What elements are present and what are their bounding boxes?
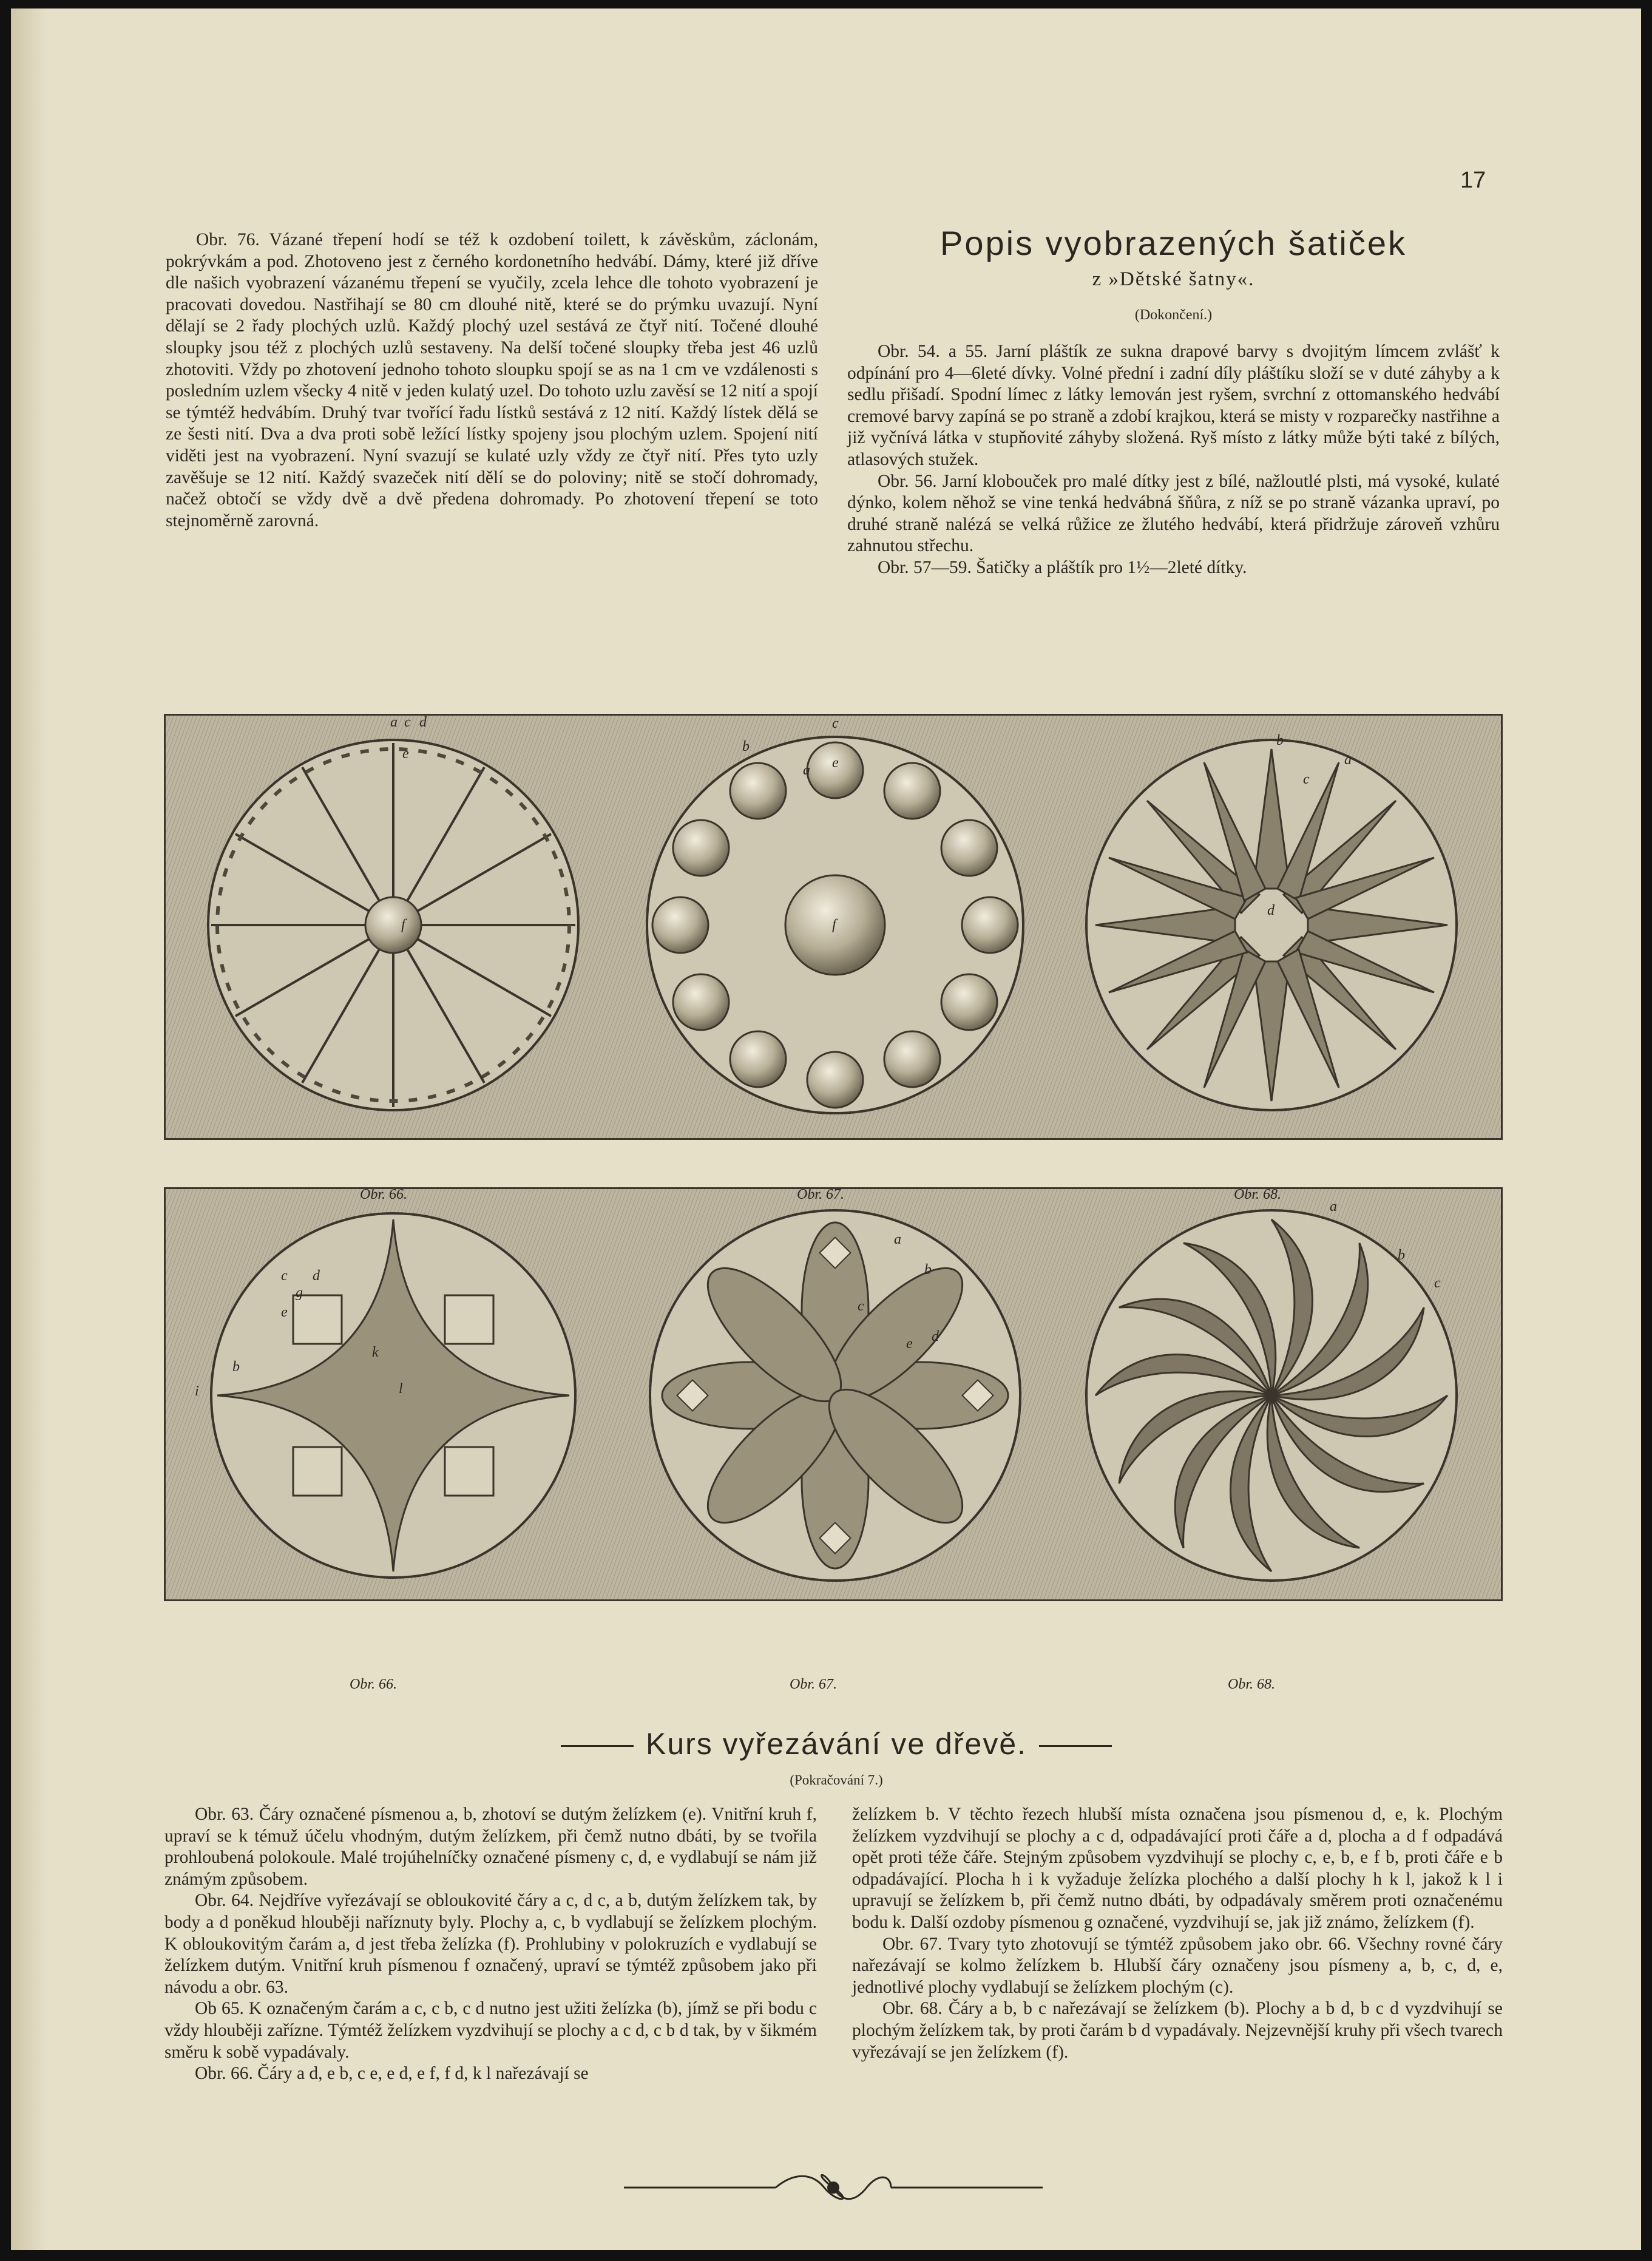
label: Obr. 68. <box>1234 1189 1282 1202</box>
paragraph: Obr. 67. Tvary tyto zhotovují se týmtéž způsobem jako obr. 66. Všechny rovné čáry nařezávají se kolmo želízkem b. Hlubší čáry označeny jsou písmeny a, b, c, d, e, jednotlivé plochy vydlabují se želízkem plochým (c). <box>852 1934 1503 1997</box>
label: c <box>858 1298 864 1314</box>
carving-illustration-top <box>166 716 1501 1138</box>
label: k <box>372 1344 379 1360</box>
paragraph: Obr. 64. Nejdříve vyřezávají se obloukovité čáry a c, d c, a b, dutým želízkem tak, by body a d poněkud hlouběji naříznuty byly. Plochy a, c, b vydlabují se želízkem plochým. K obloukovitým čarám a, d jest třeba želízka (f). Prohlubiny v polokruzích e vydlabují se želízkem dutým. Vnitřní kruh písmenou f označený, upraví se týmtéž způsobem jako při návodu a obr. 63. <box>164 1891 817 1997</box>
rosette-obr-67 <box>650 1210 1020 1581</box>
paragraph: Obr. 56. Jarní klobouček pro malé dítky jest z bílé, nažloutlé plsti, má vysoké, kulaté dýnko, kolem něhož se vine tenká hedvábná šňůra, z níž se po straně vázanka upraví, po druhé straně nalézá se velká růžice ze žlutého hedvábí, která přidržuje zároveň vzhůru zahnutou střechu. <box>847 471 1500 556</box>
label: e <box>832 755 839 771</box>
paragraph: Obr. 57—59. Šatičky a pláštík pro 1½—2leté dítky. <box>878 557 1247 577</box>
label: a <box>1330 1199 1337 1215</box>
bottom-right-column <box>852 1804 1503 2063</box>
label: b <box>924 1262 932 1278</box>
label: d <box>932 1329 939 1344</box>
rule-right <box>1039 1745 1112 1747</box>
label: c <box>832 716 839 731</box>
label: d <box>419 716 427 730</box>
figure-caption: Obr. 67. <box>790 1676 838 1692</box>
label: c <box>1434 1275 1441 1291</box>
rosette-obr-66 <box>211 1213 575 1578</box>
label: c <box>281 1268 288 1284</box>
label: b <box>1276 733 1284 748</box>
paragraph: Obr. 66. Čáry a d, e b, c e, e d, e f, f d, k l nařezávají se <box>195 2064 589 2084</box>
label: Obr. 67. <box>797 1189 845 1202</box>
paragraph: Obr. 54. a 55. Jarní pláštík ze sukna drapové barvy s dvojitým límcem zvlášť k odpínání pro 4—6leté dívky. Volné přední i zadní díly pláštíku složí se v duté záhyby a k sedlu přišadí. Spodní límec z látky lemován jest ryšem, svrchní z ottomanského hedvábí cremové barvy zapíná se po straně a zdobí krajkou, která se misty v rozparečky nastřihne a již vyčnívá látka v stupňovité záhyby složená. Ryš místo z látky může býti také z bílých, atlasových stužek. <box>847 342 1500 469</box>
paragraph: želízkem b. V těchto řezech hlubší místa označena jsou písmenou d, e, k. Plochým želízkem vyzdvihují se plochy a c d, odpadávající proti čáře a d, plocha a d f odpadává opět proti téže čáře. Stejným způsobem vyzdvihují se plochy c, e, b, e f b, proti čáře e b odpadávající. Plocha h i k vyžaduje želízka plochého a další plochy h k l, jakož k l i upravují se želízkem b, při čemž nutno dbáti, by odpadávaly směrem proti označenému bodu k. Další ozdoby písmenou g označené, vyzdvihují se, jak již známo, želízkem (f). <box>852 1805 1503 1932</box>
center-dome <box>365 897 421 953</box>
label: a <box>390 716 398 730</box>
paragraph: Ob 65. K označeným čarám a c, c b, c d nutno jest užiti želízka (b), jímž se při bodu c vždy hlouběji zaříznе. Týmtéž želízkem vyzdvihují se plochy a c d, c b d tak, by v šikmém směru k sobě vypadávaly. <box>164 1999 817 2062</box>
label: e <box>281 1304 288 1320</box>
label: e <box>906 1336 913 1352</box>
paragraph: Obr. 68. Čáry a b, b c nařezávají se želízkem (b). Plochy a b d, b c d vyzdvihují se plochým želízkem tak, by proti čarám b d vypadávaly. Nejzevnější kruhy při všech tvarech vyřezávají se jen želízkem (f). <box>852 1999 1503 2062</box>
right-top-column <box>847 341 1500 579</box>
label: d <box>313 1268 320 1284</box>
page <box>11 8 1641 2250</box>
label: Obr. 66. <box>360 1189 408 1202</box>
label: f <box>832 917 836 933</box>
label: b <box>742 739 750 754</box>
label: b <box>232 1359 240 1375</box>
label: c <box>1303 771 1310 787</box>
figure-caption: Obr. 68. <box>1228 1676 1276 1692</box>
carving-illustration-bottom <box>166 1189 1501 1599</box>
figure-caption: Obr. 66. <box>350 1676 398 1692</box>
section-title: Kurs vyřezávání ve dřevě. <box>645 1727 1027 1761</box>
carving-plate-top <box>164 714 1503 1140</box>
rosette-obr-68 <box>1086 1210 1457 1581</box>
article-title: Popis vyobrazených šatiček <box>939 224 1407 262</box>
label: a <box>1344 752 1352 768</box>
rosette-obr-63 <box>208 740 578 1110</box>
rule-left <box>561 1745 634 1747</box>
section-heading <box>515 1726 1158 1761</box>
left-top-column <box>166 229 818 532</box>
carving-plate-bottom <box>164 1187 1503 1601</box>
label: g <box>296 1285 303 1301</box>
ornament-divider <box>624 2169 1043 2206</box>
section-note: (Pokračování 7.) <box>790 1772 883 1788</box>
label: l <box>399 1381 403 1397</box>
page-number: 17 <box>1460 168 1486 193</box>
label: i <box>195 1383 199 1399</box>
label: f <box>401 917 405 933</box>
label: c <box>404 716 411 730</box>
label: a <box>803 762 810 778</box>
label: d <box>1267 903 1275 918</box>
petal-star <box>662 1222 1008 1568</box>
paragraph: Obr. 76. Vázané třepení hodí se též k ozdobení toilett, k závěskům, záclonám, pokrývkám a pod. Zhotoveno jest z černého kordonetního hedvábí. Dámy, které již dříve dle našich vyobrazení vázanému třepení se vyučily, zcela lehce dle tohoto vyobrazení je pracovati dovedou. Nastřihají se 80 cm dlouhé nitě, které se do prýmku uvazují. Nyní dělají se 2 řady plochých uzlů. Každý plochý uzel sestává ze čtyř nití. Točené dlouhé sloupky jsou též z plochých uzlů sestaveny. Na delší točené sloupky třeba jest 46 uzlů zhotoviti. Vždy po zhotovení jednoho tohoto sloupku spojí se as na 1 cm ve vzdálenosti s posledním uzlem všecky 4 nitě v jeden kulatý uzel. Do tohoto uzlu zavěsí se 12 nití a spojí se týmtéž hedvábím. Druhý tvar tvořící řadu lístků sestává z 12 nití. Každý lístek dělá se ze šesti nití. Dva a dva proti sobě ležící lístky spojeny jsou plochým uzlem. Spojení nití viděti jest na vyobrazení. Nyní svazují se kulaté uzly vždy ze čtyř nití. Přes tyto uzly zavěšuje se 12 nití. Každý svazeček nití dělí se do poloviny; nitě se stočí dohromady, načež obtočí se vždy dvě a dvě předena dohromady. Po zhotovení třepení se toto stejnoměrně zarovná. <box>166 230 818 531</box>
label: a <box>894 1232 901 1247</box>
bottom-left-column <box>164 1804 817 2085</box>
rosette-obr-65 <box>1086 740 1457 1110</box>
article-subtitle: z »Dětské šatny«. <box>1092 268 1255 290</box>
article-note: (Dokončení.) <box>1134 307 1213 323</box>
label: e <box>402 746 409 762</box>
label: b <box>1398 1247 1405 1263</box>
paragraph: Obr. 63. Čáry označené písmenou a, b, zhotoví se dutým želízkem (e). Vnitřní kruh f, upraví se k témuž účelu vhodným, dutým želízkem, při čemž nutno dbáti, by se tvořila prohloubená polokoule. Malé trojúhelníčky označené písmeny c, d, e vydlabují se nám již známým způsobem. <box>164 1805 817 1889</box>
